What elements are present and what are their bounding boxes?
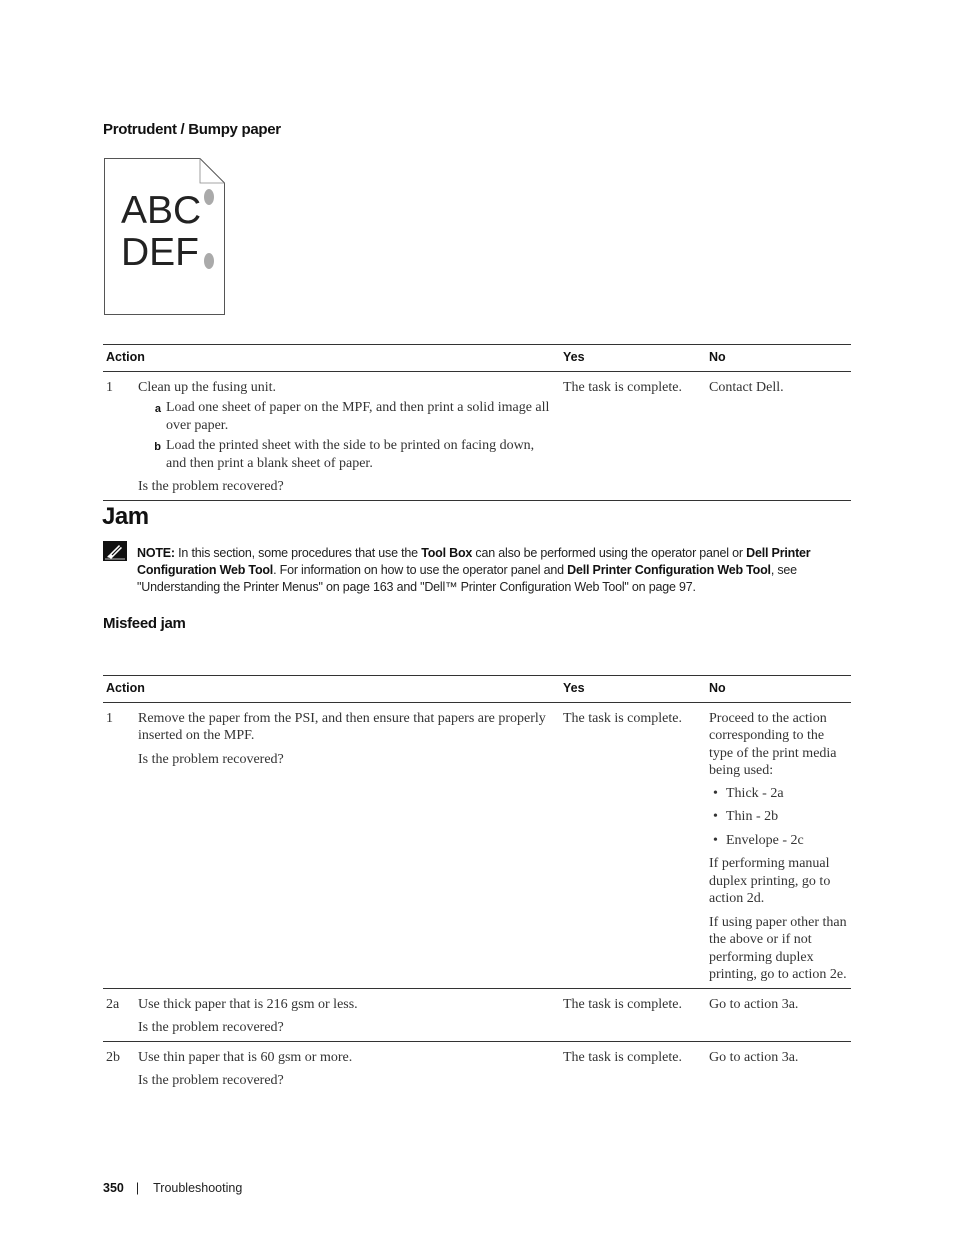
no-cell: Contact Dell.: [706, 371, 851, 500]
footer-section: Troubleshooting: [153, 1181, 243, 1195]
bump-mark: [204, 253, 214, 269]
note-emphasis: Tool Box: [421, 546, 473, 560]
sample-text-line2: DEF: [121, 231, 199, 274]
action-cell: [135, 702, 560, 988]
page-footer: [103, 1181, 242, 1195]
note-text-part: In this section, some procedures that use the: [174, 546, 422, 560]
action-cell: [135, 371, 560, 500]
footer-separator: |: [135, 1181, 140, 1195]
section-title-jam: Jam: [102, 503, 149, 530]
question-text: Is the problem recovered?: [138, 1073, 284, 1088]
row-number: 2a: [103, 988, 135, 1041]
header-yes: Yes: [560, 676, 706, 703]
list-item-text: Envelope - 2c: [726, 832, 804, 848]
print-sample-illustration: [104, 158, 225, 315]
list-item: • Envelope - 2c: [713, 832, 804, 848]
step-text: Load the printed sheet with the side to be printed on facing down, and then print a blank sheet of paper.: [166, 438, 535, 471]
note-pencil-icon: [103, 541, 127, 561]
bump-mark: [204, 189, 214, 205]
header-yes: Yes: [560, 345, 706, 372]
list-item-text: Thin - 2b: [726, 809, 779, 824]
sample-text-line1: ABC: [121, 189, 202, 232]
no-paragraph-duplex: If performing manual duplex printing, go to action 2d.: [709, 856, 831, 906]
row-number: 1: [103, 371, 135, 500]
header-action: Action: [103, 345, 560, 372]
list-item: • Thin - 2b: [713, 809, 779, 824]
header-no: No: [706, 676, 851, 703]
list-item: • Thick - 2a: [713, 785, 784, 801]
no-paragraph-other: If using paper other than the above or if not performing duplex printing, go to action 2e.: [709, 914, 847, 982]
yes-cell: The task is complete.: [560, 988, 706, 1041]
misfeed-table: [103, 675, 851, 1094]
question-text: Is the problem recovered?: [138, 1020, 284, 1035]
no-cell: Go to action 3a.: [706, 988, 851, 1041]
no-intro: Proceed to the action corresponding to the type of the print media being used:: [709, 710, 837, 778]
table-row: [103, 1041, 851, 1094]
table-row: [103, 988, 851, 1041]
step-b: [138, 437, 557, 472]
note-emphasis: Dell Printer Configuration Web Tool: [137, 546, 811, 577]
section-title-misfeed: Misfeed jam: [103, 615, 186, 632]
action-cell: [135, 1041, 560, 1094]
step-a: [138, 399, 557, 434]
step-text: Load one sheet of paper on the MPF, and then print a solid image all over paper.: [166, 400, 550, 433]
action-text: Use thin paper that is 60 gsm or more.: [138, 1049, 353, 1065]
no-cell: [706, 702, 851, 988]
step-label: b: [154, 441, 161, 453]
yes-cell: The task is complete.: [560, 371, 706, 500]
row-number: 2b: [106, 1049, 120, 1065]
action-text: Use thick paper that is 216 gsm or less.: [138, 996, 358, 1012]
action-cell: [135, 988, 560, 1041]
list-item-text: Thick - 2a: [726, 785, 784, 801]
note-label: NOTE:: [137, 546, 175, 560]
no-cell: Go to action 3a.: [709, 1049, 799, 1065]
media-type-list: [709, 785, 848, 850]
table-row: [103, 371, 851, 500]
header-action: Action: [103, 676, 560, 703]
question-text: Is the problem recovered?: [138, 751, 284, 767]
action-text: Remove the paper from the PSI, and then ensure that papers are properly inserted on the MPF.: [138, 710, 546, 743]
header-no: No: [706, 345, 851, 372]
note-text-part: . For information on how to use the operator panel and: [273, 563, 568, 577]
protrudent-table: [103, 344, 851, 501]
yes-cell: The task is complete.: [563, 1049, 682, 1065]
question-text: Is the problem recovered?: [138, 479, 284, 494]
page-number: 350: [103, 1181, 124, 1195]
table-row: [103, 702, 851, 988]
note-text-part: can also be performed using the operator panel or: [472, 546, 747, 560]
row-number: 1: [103, 702, 135, 988]
section-title-protrudent: Protrudent / Bumpy paper: [103, 121, 281, 138]
note-text: [137, 545, 857, 596]
note-text-part: , see "Understanding the Printer Menus" on page 163 and "Dell™ Printer Configuration Web Tool" on page 97.: [137, 563, 797, 594]
note-emphasis: Dell Printer Configuration Web Tool: [567, 563, 771, 577]
step-label: a: [154, 403, 161, 415]
action-text: Clean up the fusing unit.: [138, 379, 277, 395]
yes-cell: The task is complete.: [560, 702, 706, 988]
